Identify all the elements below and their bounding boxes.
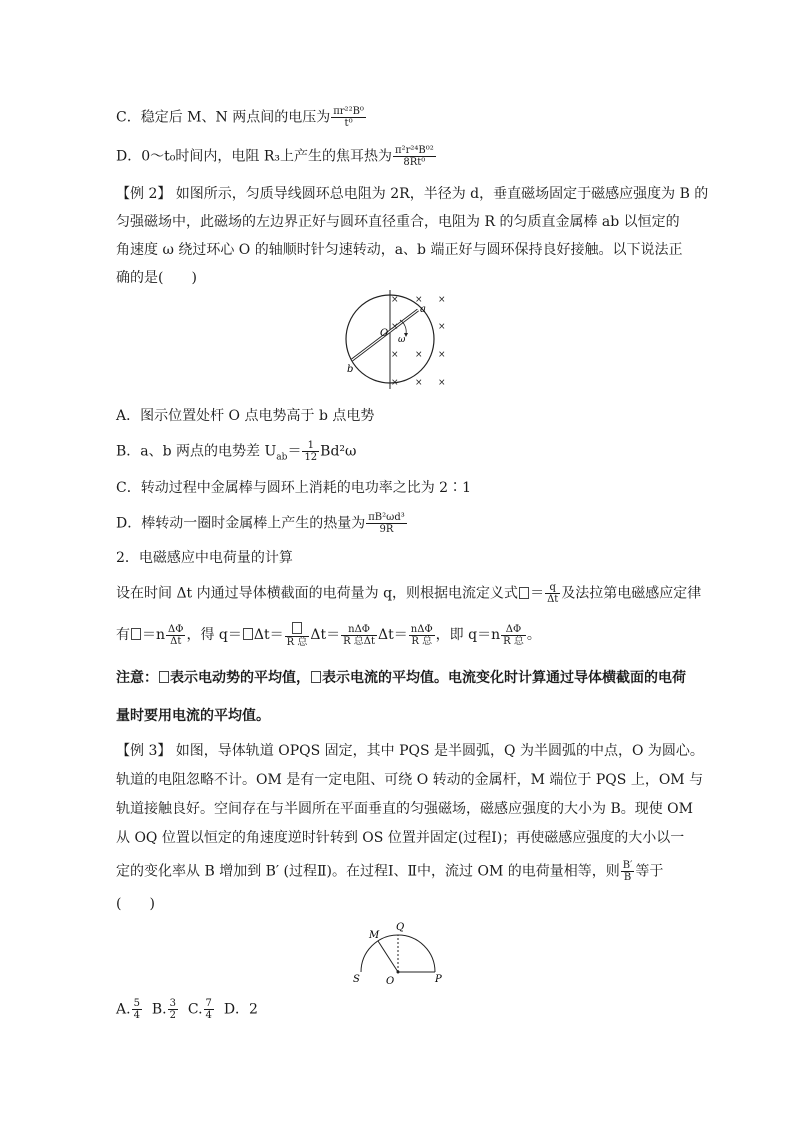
ex2-option-a: A．图示位置处杆 O 点电势高于 b 点电势 [116, 408, 375, 424]
svg-text:×: × [415, 378, 423, 388]
figure-rotating-rod [330, 290, 470, 390]
svg-text:×: × [391, 378, 399, 388]
average-current-symbol-icon [519, 587, 529, 599]
ex2-line-4: 确的是( ) [116, 270, 197, 286]
svg-text:×: × [415, 295, 423, 305]
section-2-title: 2．电磁感应中电荷量的计算 [116, 550, 293, 566]
ex3-line-6: ( ) [116, 896, 155, 912]
ex3-line-5: 定的变化率从 B 增加到 B′ (过程Ⅱ)。在过程Ⅰ、Ⅱ中，流过 OM 的电荷量相等，则 $\frac{B'}{B}$ 等于 [116, 860, 664, 883]
ex3-line-4: 从 OQ 位置以恒定的角速度逆时针转到 OS 位置并固定(过程Ⅰ)；再使磁感应强度的大小以一 [116, 830, 685, 846]
option-c-line [116, 106, 367, 129]
option-c-fraction: $\frac{\text{πr²²B⁰}}{\text{t⁰}}$ [333, 106, 364, 129]
average-current-symbol-icon [311, 671, 321, 683]
ex3-line-1: 【例 3】 如图，导体轨道 OPQS 固定，其中 PQS 是半圆弧，Q 为半圆弧的中点，O 为圆心。 [116, 743, 704, 759]
average-current-symbol-icon [243, 628, 253, 640]
label-omega: ω [398, 335, 406, 345]
svg-text:×: × [391, 295, 399, 305]
option-d-line [116, 145, 437, 168]
rod-OM [378, 941, 398, 972]
label-S: S [353, 974, 360, 985]
ex2-option-c: C．转动过程中金属棒与圆环上消耗的电功率之比为 2∶1 [116, 480, 471, 496]
average-emf-symbol-icon [159, 671, 169, 683]
option-d-fraction: $\frac{\text{π²r²⁴B⁰²}}{\text{8Rt⁰}}$ [394, 145, 434, 168]
option-c-text: C．稳定后 M、N 两点间的电压为 [116, 109, 331, 126]
option-d-text: D．0～t₀时间内，电阻 R₃上产生的焦耳热为 [116, 148, 392, 165]
center-point [397, 971, 400, 974]
label-P: P [435, 974, 442, 985]
figure-semicircle-track [346, 918, 446, 988]
section-2-line-1: 设在时间 Δt 内通过导体横截面的电荷量为 q，则根据电流定义式 ＝ $\frac{q}{\Delta t}$ 及法拉第电磁感应定律 [116, 582, 702, 605]
svg-text:×: × [415, 350, 423, 360]
average-emf-symbol-icon [292, 622, 302, 634]
ex2-option-b: B．a、b 两点的电势差 $U_{ab}=$ $\frac{1}{12}$ Bd²ω [116, 440, 357, 463]
ex3-line-2: 轨道的电阻忽略不计。OM 是有一定电阻、可绕 O 转动的金属杆，M 端位于 PQS 上，OM 与 [116, 772, 704, 788]
svg-text:×: × [391, 322, 399, 332]
section-2-line-2: 有 ＝n $\frac{\Delta\Phi}{\Delta t}$ ，得 q＝ Δt＝ R 总 Δt＝ $\frac{\text{nΔΦ}}{\text{R 总Δt}}$ Δt＝ $\frac{\text{nΔΦ}}{\text{R 总}}$ ，即 q＝n $\frac{\Delta\Phi}{\text{R 总}}$ 。 [116, 623, 541, 648]
svg-text:×: × [438, 322, 446, 332]
ex2-option-b-fraction: $\frac{1}{12}$ [304, 440, 318, 463]
ex3-line-3: 轨道接触良好。空间存在与半圆所在平面垂直的匀强磁场，磁感应强度的大小为 B。现使 OM [116, 801, 693, 817]
svg-text:×: × [438, 295, 446, 305]
svg-text:×: × [438, 378, 446, 388]
note-line-1: 注意： 表示电动势的平均值， 表示电流的平均值。电流变化时计算通过导体横截面的电荷 [116, 670, 686, 686]
label-b: b [347, 364, 354, 375]
ex2-option-d: D．棒转动一圈时金属棒上产生的热量为 $\frac{\text{πB²ωd³}}{9R}$ [116, 512, 405, 535]
ex2-line-3: 角速度 ω 绕过环心 O 的轴顺时针匀速转动，a、b 端正好与圆环保持良好接触。以下说法正 [116, 242, 683, 258]
ex2-line-1: 【例 2】 如图所示，匀质导线圆环总电阻为 2R，半径为 d，垂直磁场固定于磁感应强度为 B 的 [116, 186, 709, 202]
ex3-answer-options: A. $\frac{5}{4}$ B. $\frac{3}{2}$ C. $\frac{7}{4}$ D．2 [116, 998, 258, 1021]
label-Q: Q [396, 922, 405, 933]
svg-text:×: × [391, 350, 399, 360]
note-line-2: 量时要用电流的平均值。 [116, 708, 270, 724]
ex2-option-d-fraction: $\frac{\text{πB²ωd³}}{9R}$ [368, 512, 405, 535]
label-O: O [380, 328, 389, 339]
svg-text:×: × [438, 350, 446, 360]
label-M: M [369, 930, 380, 941]
label-O: O [386, 976, 395, 987]
label-a: a [420, 304, 426, 315]
ex2-line-2: 匀强磁场中，此磁场的左边界正好与圆环直径重合，电阻为 R 的匀质直金属棒 ab 以恒定的 [116, 214, 680, 230]
average-emf-symbol-icon [131, 628, 141, 640]
